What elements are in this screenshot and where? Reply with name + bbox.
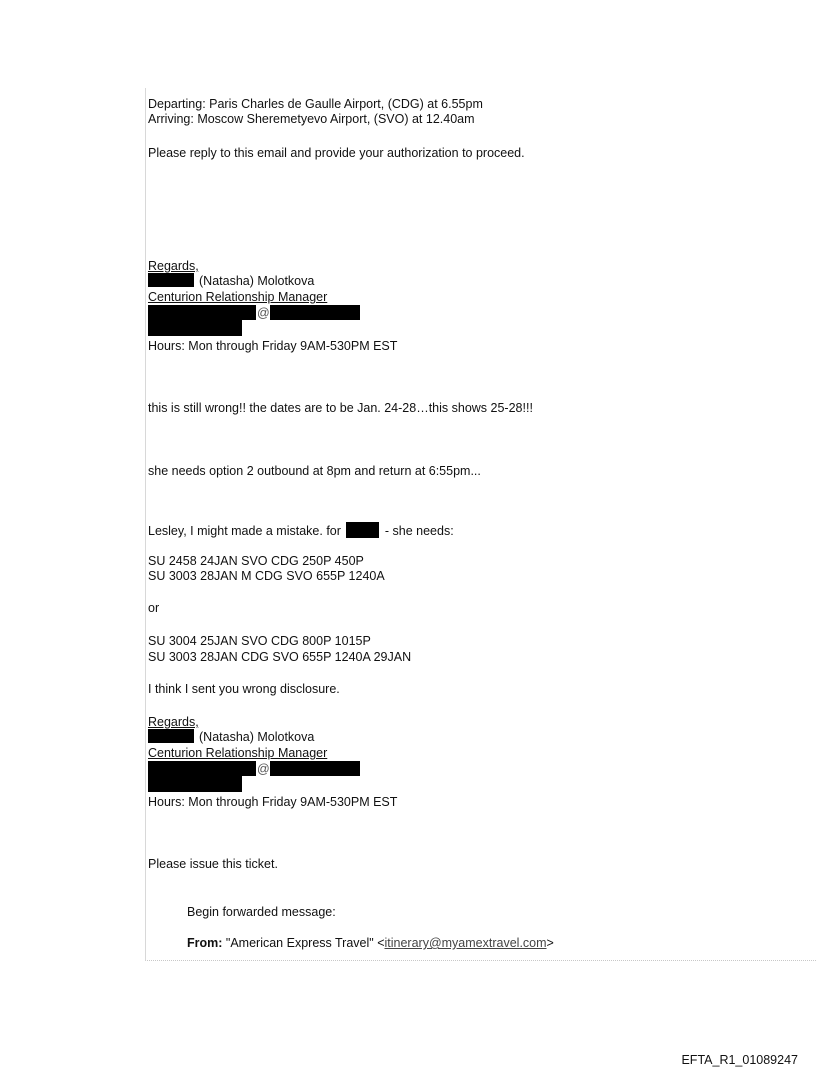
redaction-box [346, 522, 379, 538]
signature-hours: Hours: Mon through Friday 9AM-530PM EST [148, 795, 398, 809]
from-close: > [546, 936, 554, 950]
signature-hours: Hours: Mon through Friday 9AM-530PM EST [148, 339, 398, 353]
signature-name: (Natasha) Molotkova [199, 274, 315, 288]
option1-line: SU 2458 24JAN SVO CDG 250P 450P [148, 554, 364, 568]
reply-still-wrong: this is still wrong!! the dates are to be Jan. 24-28…this shows 25-28!!! [148, 401, 533, 415]
mistake-intro [148, 522, 454, 538]
redaction-box [270, 761, 360, 776]
from-label: From: [187, 936, 223, 950]
signature-at: @ [257, 762, 270, 776]
redaction-box [148, 305, 256, 320]
mistake-intro-start: Lesley, I might made a mistake. for [148, 524, 341, 538]
signature-name: (Natasha) Molotkova [199, 730, 315, 744]
forwarded-header: Begin forwarded message: [187, 905, 336, 919]
redaction-box [148, 729, 194, 743]
redaction-box [148, 273, 194, 287]
disclosure-line: I think I sent you wrong disclosure. [148, 682, 340, 696]
option2-line: SU 3004 25JAN SVO CDG 800P 1015P [148, 634, 371, 648]
issue-ticket: Please issue this ticket. [148, 857, 278, 871]
departing-line: Departing: Paris Charles de Gaulle Airport, (CDG) at 6.55pm [148, 97, 483, 111]
redaction-box [148, 776, 242, 792]
document-id: EFTA_R1_01089247 [681, 1053, 798, 1067]
reply-option-2: she needs option 2 outbound at 8pm and return at 6:55pm... [148, 464, 481, 478]
redaction-box [148, 320, 242, 336]
signature-title: Centurion Relationship Manager [148, 746, 328, 760]
arriving-line: Arriving: Moscow Sheremetyevo Airport, (SVO) at 12.40am [148, 112, 475, 126]
from-name: "American Express Travel" < [225, 936, 385, 950]
mistake-intro-end: - she needs: [384, 524, 454, 538]
signature-regards: Regards, [148, 715, 199, 729]
forwarded-from [187, 936, 554, 950]
or-separator: or [148, 601, 160, 615]
option1-line: SU 3003 28JAN M CDG SVO 655P 1240A [148, 569, 385, 583]
signature-at: @ [257, 306, 270, 320]
email-body [145, 88, 816, 961]
option2-line: SU 3003 28JAN CDG SVO 655P 1240A 29JAN [148, 650, 412, 664]
authorization-request: Please reply to this email and provide your authorization to proceed. [148, 146, 525, 160]
signature-title: Centurion Relationship Manager [148, 290, 328, 304]
from-email-link[interactable]: itinerary@myamextravel.com [384, 936, 547, 950]
redaction-box [148, 761, 256, 776]
redaction-box [270, 305, 360, 320]
signature-regards: Regards, [148, 259, 199, 273]
